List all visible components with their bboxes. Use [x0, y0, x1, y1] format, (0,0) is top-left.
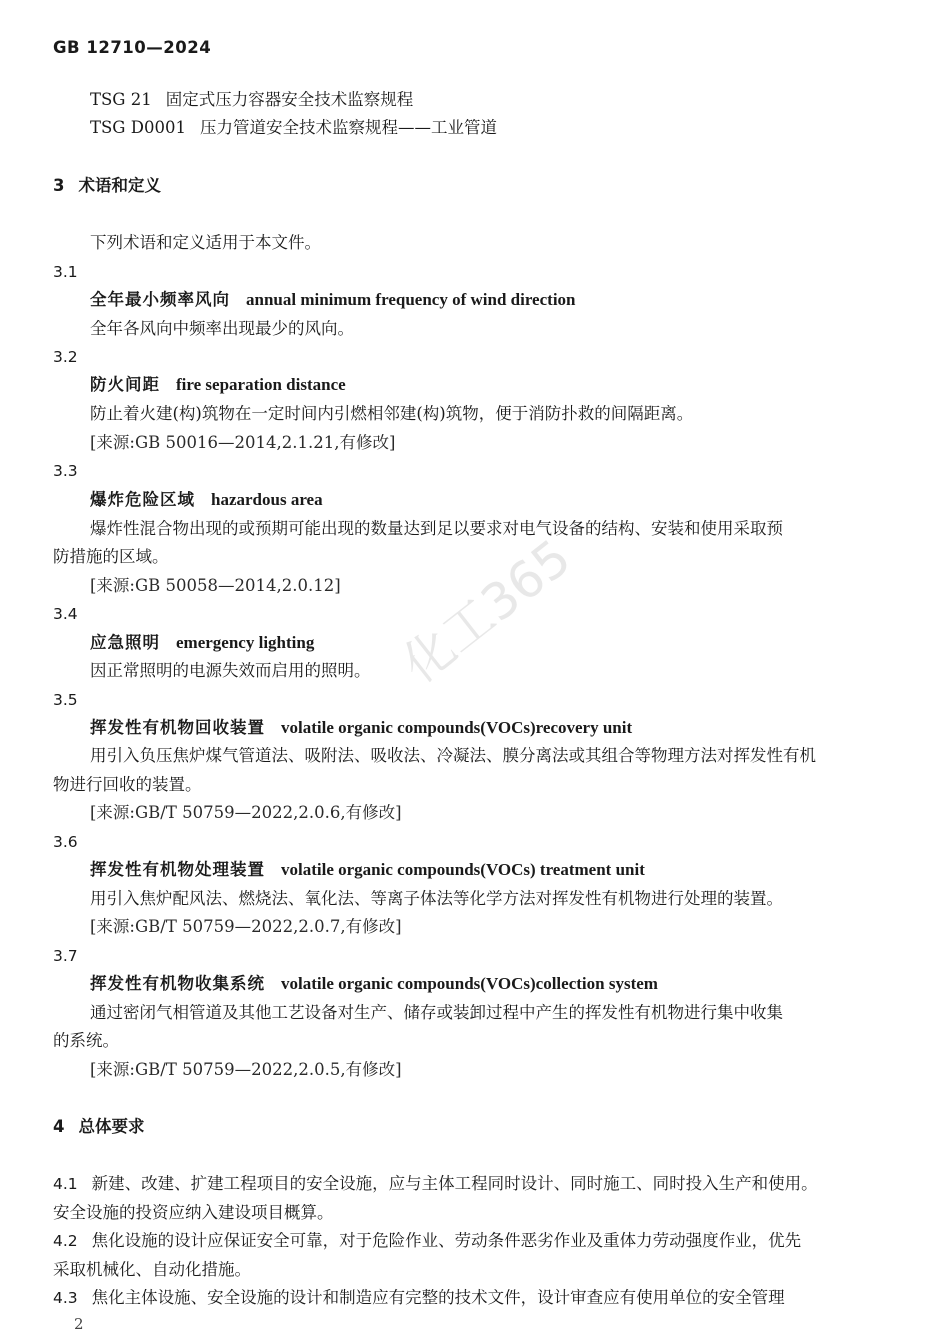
clause — [53, 1287, 785, 1309]
clause-text: 焦化设施的设计应保证安全可靠，对于危险作业、劳动条件恶劣作业及重体力劳动强度作业，优先 — [91, 1231, 802, 1250]
section-3-heading — [53, 175, 161, 197]
term-source: [来源:GB 50016—2014,2.1.21,有修改] — [90, 433, 396, 452]
reference-code: TSG 21 — [90, 90, 152, 109]
term-definition-cont: 物进行回收的装置。 — [53, 775, 202, 794]
term-cn: 挥发性有机物处理装置 — [90, 860, 265, 879]
section-title: 总体要求 — [78, 1117, 145, 1136]
term-definition: 爆炸性混合物出现的或预期可能出现的数量达到足以要求对电气设备的结构、安装和使用采取预 — [90, 519, 783, 538]
term-definition-cont: 防措施的区域。 — [53, 547, 169, 566]
term-cn: 挥发性有机物回收装置 — [90, 718, 265, 737]
section-number: 3 — [53, 176, 65, 195]
term-number: 3.4 — [53, 605, 78, 623]
term-heading — [90, 717, 632, 739]
clause — [53, 1230, 801, 1252]
reference-title: 固定式压力容器安全技术监察规程 — [165, 90, 414, 109]
term-source: [来源:GB 50058—2014,2.0.12] — [90, 576, 341, 595]
clause-text-cont: 安全设施的投资应纳入建设项目概算。 — [53, 1203, 334, 1222]
term-heading — [90, 489, 323, 511]
term-cn: 挥发性有机物收集系统 — [90, 974, 265, 993]
term-en: emergency lighting — [176, 633, 315, 652]
reference-line — [90, 117, 497, 139]
term-cn: 应急照明 — [90, 633, 160, 652]
page-number: 2 — [74, 1315, 84, 1333]
term-heading — [90, 374, 346, 396]
term-definition: 全年各风向中频率出现最少的风向。 — [90, 319, 354, 338]
term-source: [来源:GB/T 50759—2022,2.0.7,有修改] — [90, 917, 402, 936]
term-en: fire separation distance — [176, 375, 346, 394]
term-definition: 防止着火建(构)筑物在一定时间内引燃相邻建(构)筑物，便于消防扑救的间隔距离。 — [90, 404, 694, 423]
standard-code-header: GB 12710—2024 — [53, 38, 212, 57]
term-number: 3.1 — [53, 263, 78, 281]
term-definition: 通过密闭气相管道及其他工艺设备对生产、储存或装卸过程中产生的挥发性有机物进行集中收集 — [90, 1003, 783, 1022]
reference-line — [90, 89, 413, 111]
term-cn: 全年最小频率风向 — [90, 290, 230, 309]
clause-text: 焦化主体设施、安全设施的设计和制造应有完整的技术文件，设计审查应有使用单位的安全管理 — [91, 1288, 785, 1307]
term-source: [来源:GB/T 50759—2022,2.0.5,有修改] — [90, 1060, 402, 1079]
term-definition: 用引入负压焦炉煤气管道法、吸附法、吸收法、冷凝法、膜分离法或其组合等物理方法对挥发性有机 — [90, 746, 816, 765]
term-en: volatile organic compounds(VOCs) treatment unit — [281, 860, 645, 879]
term-definition: 用引入焦炉配风法、燃烧法、氧化法、等离子体法等化学方法对挥发性有机物进行处理的装置。 — [90, 889, 783, 908]
term-definition-cont: 的系统。 — [53, 1031, 119, 1050]
clause-text: 新建、改建、扩建工程项目的安全设施，应与主体工程同时设计、同时施工、同时投入生产和使用。 — [91, 1174, 818, 1193]
term-number: 3.2 — [53, 348, 78, 366]
term-cn: 爆炸危险区域 — [90, 490, 195, 509]
clause-text-cont: 采取机械化、自动化措施。 — [53, 1260, 251, 1279]
term-en: volatile organic compounds(VOCs)collection system — [281, 974, 658, 993]
clause-number: 4.3 — [53, 1289, 78, 1307]
term-heading — [90, 973, 658, 995]
term-en: hazardous area — [211, 490, 323, 509]
reference-title: 压力管道安全技术监察规程——工业管道 — [199, 118, 497, 137]
clause-number: 4.2 — [53, 1232, 78, 1250]
reference-code: TSG D0001 — [90, 118, 186, 137]
term-definition: 因正常照明的电源失效而启用的照明。 — [90, 661, 371, 680]
term-source: [来源:GB/T 50759—2022,2.0.6,有修改] — [90, 803, 402, 822]
clause — [53, 1173, 818, 1195]
term-number: 3.7 — [53, 947, 78, 965]
section-title: 术语和定义 — [78, 176, 161, 195]
section-3-intro: 下列术语和定义适用于本文件。 — [90, 233, 321, 252]
term-number: 3.3 — [53, 462, 78, 480]
term-number: 3.5 — [53, 691, 78, 709]
term-en: annual minimum frequency of wind direction — [246, 290, 576, 309]
clause-number: 4.1 — [53, 1175, 78, 1193]
term-number: 3.6 — [53, 833, 78, 851]
term-cn: 防火间距 — [90, 375, 160, 394]
term-heading — [90, 632, 314, 654]
section-number: 4 — [53, 1117, 65, 1136]
term-heading — [90, 859, 645, 881]
term-en: volatile organic compounds(VOCs)recovery unit — [281, 718, 633, 737]
term-heading — [90, 289, 576, 311]
section-4-heading — [53, 1116, 144, 1138]
watermark: 化工365 — [391, 528, 582, 695]
